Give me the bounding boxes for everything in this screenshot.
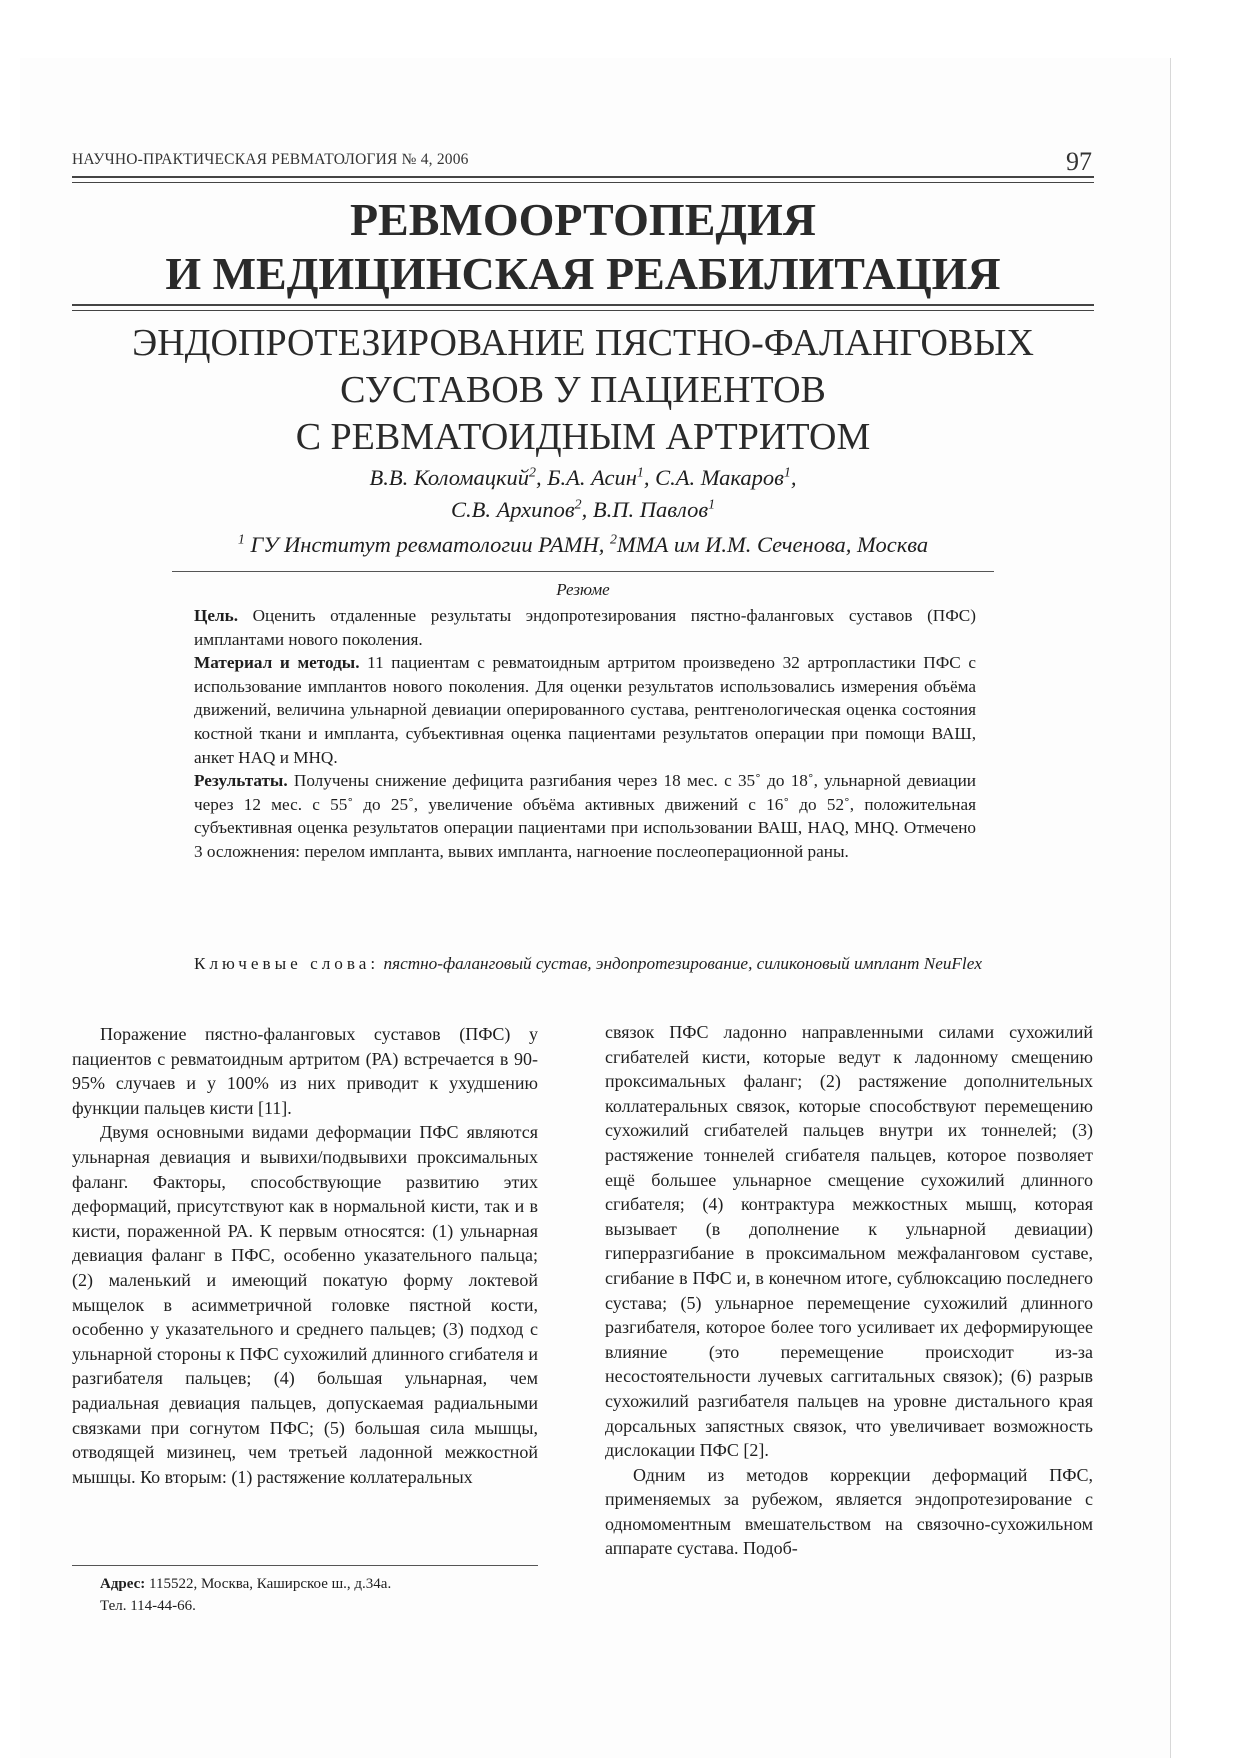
abstract-results-text: Получены снижение дефицита разгибания через 18 мес. с 35˚ до 18˚, ульнарной девиации через 12 мес. с 55˚ до 25˚, увеличение объёма активных движений с 16˚ до 52˚, положительная субъективная оценка результатов операции пациентами при использовании ВАШ, HAQ, MHQ. Отмечено 3 осложнения: перелом импланта, вывих импланта, нагноение послеоперационной раны. xyxy=(194,771,976,861)
article-title-line: ЭНДОПРОТЕЗИРОВАНИЕ ПЯСТНО-ФАЛАНГОВЫХ xyxy=(132,322,1034,364)
article-title xyxy=(72,320,1094,461)
address-text: 115522, Москва, Каширское ш., д.34а. xyxy=(145,1576,392,1592)
abstract-results-label: Результаты. xyxy=(194,771,288,791)
author-line xyxy=(72,462,1094,494)
abstract xyxy=(194,604,976,864)
address-label: Адрес: xyxy=(100,1576,146,1592)
author-name: В.В. Коломацкий xyxy=(369,465,529,490)
affiliation-marker: 1 xyxy=(636,465,644,481)
body-paragraph: Двумя основными видами деформации ПФС являются ульнарная девиация и вывихи/подвывихи проксимальных фаланг. Факторы, способствующие развитию этих деформаций, присутствуют как в нормальной кисти, так и в кисти, пораженной РА. К первым относятся: (1) ульнарная девиация фаланг в ПФС, особенно указательного пальца; (2) маленький и имеющий покатую форму локтевой мыщелок в асимметричной головке пястной кости, особенно у указательного и среднего пальцев; (3) подход с ульнарной стороны к ПФС сухожилий длинного сгибателя и разгибателя пальцев; (4) большая ульнарная, чем радиальная девиация пальцев, допускаемая радиальными связками при согнутом ПФС; (5) большая сила мышцы, отводящей мизинец, чем третьей ладонной межкостной мышцы. Ко вторым: (1) растяжение коллатеральных xyxy=(72,1122,538,1487)
affiliation-marker: 2 xyxy=(610,532,617,548)
affiliation-text: ГУ Институт ревматологии РАМН, xyxy=(244,532,611,557)
author-name: С.В. Архипов xyxy=(450,497,575,522)
keywords xyxy=(194,952,994,976)
page-number: 97 xyxy=(1066,147,1092,176)
abstract-methods-label: Материал и методы. xyxy=(194,653,360,673)
affiliations xyxy=(72,532,1094,558)
affiliation-marker: 1 xyxy=(237,532,245,548)
footnote-phone: Тел. 114-44-66. xyxy=(100,1598,196,1614)
keywords-text: пястно-фаланговый сустав, эндопротезирование, силиконовый имплант NeuFlex xyxy=(379,954,982,973)
body-column-left xyxy=(72,1022,538,1489)
footnote xyxy=(100,1573,540,1617)
section-title-line: РЕВМООРТОПЕДИЯ xyxy=(349,194,817,245)
article-title-line: СУСТАВОВ У ПАЦИЕНТОВ xyxy=(340,369,826,411)
abstract-methods xyxy=(194,651,976,769)
author-list xyxy=(72,462,1094,526)
body-paragraph: связок ПФС ладонно направленными силами сухожилий сгибателей кисти, которые ведут к ладонному смещению проксимальных фаланг; (2) растяжение дополнительных коллатеральных связок, которые способствуют перемещению сухожилий сгибателей пальцев внутри их тоннелей; (3) растяжение тоннелей сгибателя пальцев, которое позволяет ещё большее ульнарное смещение сухожилий длинного сгибателя; (4) контрактура межкостных мышц, которая вызывает (в дополнение к ульнарной девиации) гиперразгибание в проксимальном межфаланговом суставе, сгибание в ПФС и, в конечном итоге, сублюксацию последнего сустава; (5) ульнарное перемещение сухожилий длинного разгибателя, которое более того усиливает их деформирующее влияние (это перемещение происходит из-за несостоятельности лучевых саггитальных связок); (6) разрыв сухожилий разгибателя пальцев на уровне дистального края дорсальных запястных связок, что увеличивает возможность дислокации ПФС [2]. xyxy=(605,1022,1093,1461)
section-title-line: И МЕДИЦИНСКАЯ РЕАБИЛИТАЦИЯ xyxy=(165,248,1001,299)
section-title xyxy=(72,193,1094,301)
footnote-rule xyxy=(72,1565,538,1566)
article-title-line: С РЕВМАТОИДНЫМ АРТРИТОМ xyxy=(295,416,871,458)
affiliation-marker: 2 xyxy=(528,465,536,481)
journal-title: НАУЧНО-ПРАКТИЧЕСКАЯ РЕВМАТОЛОГИЯ № 4, 2006 xyxy=(72,151,469,168)
author-name: , В.П. Павлов xyxy=(581,497,709,522)
abstract-goal xyxy=(194,604,976,651)
header-rule xyxy=(72,176,1094,183)
body-column-right xyxy=(605,1020,1093,1561)
abstract-heading: Резюме xyxy=(556,580,610,599)
abstract-results xyxy=(194,769,976,863)
abstract-goal-text: Оценить отдаленные результаты эндопротезирования пястно-фаланговых суставов (ПФС) имплантами нового поколения. xyxy=(194,606,976,649)
affiliation-marker: 1 xyxy=(783,465,791,481)
running-head xyxy=(72,147,1092,177)
body-paragraph: Одним из методов коррекции деформаций ПФС, применяемых за рубежом, является эндопротезирование с одномоментным вмешательством на связочно-сухожильном аппарате сустава. Подоб- xyxy=(605,1464,1093,1559)
abstract-rule xyxy=(172,571,994,572)
body-paragraph: Поражение пястно-фаланговых суставов (ПФС) у пациентов с ревматоидным артритом (РА) встречается в 90-95% случаев и у 100% из них приводит к ухудшению функции пальцев кисти [11]. xyxy=(72,1024,538,1118)
abstract-goal-label: Цель. xyxy=(194,606,239,625)
footnote-address xyxy=(100,1573,540,1595)
author-name: , Б.А. Асин xyxy=(535,465,637,490)
author-name: , С.А. Макаров xyxy=(643,465,784,490)
author-line xyxy=(72,494,1094,526)
affiliation-marker: 2 xyxy=(574,497,582,513)
keywords-label: Ключевые слова: xyxy=(194,954,380,973)
affiliation-text: ММА им И.М. Сеченова, Москва xyxy=(617,532,929,557)
abstract-methods-text: 11 пациентам с ревматоидным артритом произведено 32 артропластики ПФС с использование имплантов нового поколения. Для оценки результатов использовались измерения объёма движений, величина ульнарной девиации оперированного сустава, рентгенологическая оценка состояния костной ткани и импланта, субъективная оценка пациентами результатов операции при помощи ВАШ, анкет HAQ и MHQ. xyxy=(194,653,976,767)
section-rule xyxy=(72,304,1094,311)
author-separator: , xyxy=(790,465,797,490)
affiliation-marker: 1 xyxy=(708,497,716,513)
